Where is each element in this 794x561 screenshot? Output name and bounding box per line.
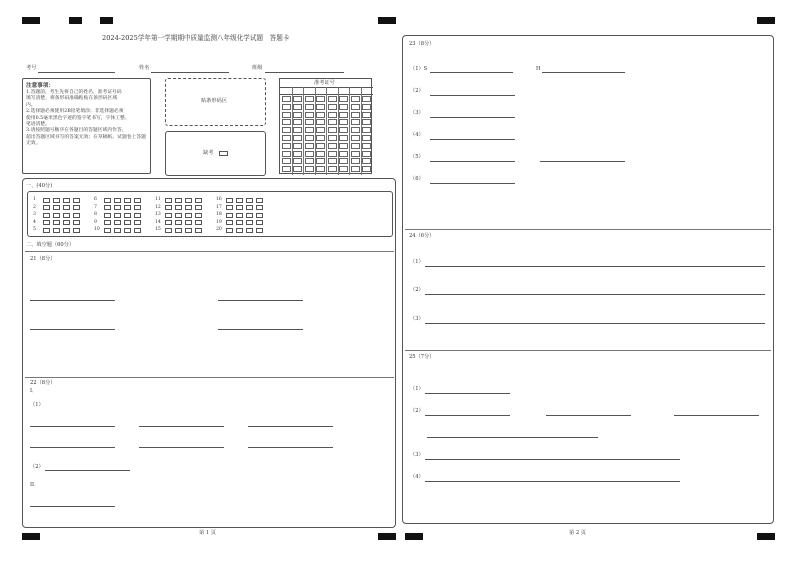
ticket-label: 准考证号 [314, 80, 335, 86]
ticket-digit-cell[interactable] [305, 112, 314, 118]
page-title: 2024-2025学年第一学期期中质量监测八年级化学试题 答题卡 [102, 34, 290, 42]
ticket-digit-cell[interactable] [339, 158, 348, 164]
ticket-digit-cell[interactable] [339, 166, 348, 172]
mc-option-bubble[interactable] [134, 228, 141, 233]
ticket-digit-cell[interactable] [316, 151, 325, 157]
mc-option-bubble[interactable] [73, 213, 80, 218]
registration-mark [100, 17, 113, 24]
mc-option-bubble[interactable] [165, 228, 172, 233]
mc-option-bubble[interactable] [114, 205, 121, 210]
q21-blank[interactable] [218, 329, 303, 330]
ticket-digit-cell[interactable] [362, 135, 371, 141]
notice-line: 超出答题区域书写的答案无效；在草稿纸、试题卷上答题无效。 [26, 134, 146, 147]
mc-question-number: 2 [33, 204, 36, 210]
ticket-digit-cell[interactable] [305, 143, 314, 149]
mc-option-bubble[interactable] [43, 228, 50, 233]
divider [405, 229, 771, 230]
mc-option-bubble[interactable] [114, 220, 121, 225]
mc-option-bubble[interactable] [165, 213, 172, 218]
q23-s1b: H [536, 66, 541, 72]
ticket-digit-cell[interactable] [293, 96, 302, 102]
mc-option-bubble[interactable] [114, 213, 121, 218]
mc-question-number: 16 [216, 197, 222, 202]
ticket-digit-cell[interactable] [305, 151, 314, 157]
ticket-digit-cell[interactable] [305, 96, 314, 102]
ticket-digit-cell[interactable] [305, 166, 314, 172]
ticket-digit-cell[interactable] [339, 119, 348, 125]
mc-option-bubble[interactable] [104, 220, 111, 225]
q25-blank[interactable] [427, 437, 598, 438]
mc-option-bubble[interactable] [256, 220, 263, 225]
mc-option-bubble[interactable] [53, 198, 60, 203]
q24-blank[interactable] [425, 294, 765, 295]
ticket-digit-cell[interactable] [339, 96, 348, 102]
q25-blank[interactable] [546, 415, 631, 416]
mc-option-bubble[interactable] [195, 228, 202, 233]
q22-part-ii: II． [30, 482, 40, 488]
q23-blank[interactable] [430, 117, 515, 118]
ticket-digit-cell[interactable] [305, 104, 314, 110]
ticket-digit-cell[interactable] [328, 112, 337, 118]
ticket-digit-cell[interactable] [316, 119, 325, 125]
q22-sub2: （2） [30, 464, 44, 470]
mc-option-bubble[interactable] [53, 228, 60, 233]
mc-question-number: 17 [216, 204, 222, 210]
mc-option-bubble[interactable] [256, 228, 263, 233]
ticket-digit-cell[interactable] [282, 112, 291, 118]
ticket-digit-cell[interactable] [282, 143, 291, 149]
q23-s6: （6） [410, 176, 424, 182]
ticket-digit-cell[interactable] [282, 158, 291, 164]
divider [25, 377, 394, 378]
mc-question-number: 12 [155, 204, 161, 210]
mc-option-bubble[interactable] [236, 228, 243, 233]
mc-option-bubble[interactable] [53, 205, 60, 210]
q25-blank[interactable] [425, 481, 680, 482]
notice-lines [26, 90, 147, 148]
mc-question-number: 6 [94, 197, 97, 202]
registration-mark [405, 533, 423, 540]
notice-line: 3.请按照题号顺序在各题目的答题区域内作答， [26, 128, 127, 134]
mc-option-bubble[interactable] [226, 205, 233, 210]
ticket-digit-cell[interactable] [328, 127, 337, 133]
ticket-digit-cell[interactable] [328, 119, 337, 125]
mc-option-bubble[interactable] [104, 213, 111, 218]
ticket-digit-cell[interactable] [305, 135, 314, 141]
q22-part-i: I． [30, 388, 38, 394]
mc-option-bubble[interactable] [63, 213, 70, 218]
ticket-digit-cell[interactable] [293, 143, 302, 149]
ticket-digit-cell[interactable] [316, 166, 325, 172]
mc-option-bubble[interactable] [175, 228, 182, 233]
mc-question-number: 8 [94, 212, 97, 217]
mc-option-bubble[interactable] [175, 213, 182, 218]
name-label: 姓名 [139, 65, 150, 71]
mc-option-bubble[interactable] [236, 213, 243, 218]
absent-label: 缺考 [203, 150, 214, 156]
ticket-digit-cell[interactable] [362, 143, 371, 149]
q24-blank[interactable] [425, 323, 765, 324]
mc-option-bubble[interactable] [165, 198, 172, 203]
mc-option-bubble[interactable] [63, 228, 70, 233]
q23-blank[interactable] [542, 72, 625, 73]
q23-blank[interactable] [430, 161, 515, 162]
ticket-digit-cell[interactable] [351, 127, 360, 133]
mc-question-number: 9 [94, 219, 97, 225]
ticket-digit-cell[interactable] [328, 151, 337, 157]
q25-blank[interactable] [425, 393, 510, 394]
ticket-digit-cell[interactable] [293, 158, 302, 164]
mc-question-number: 20 [216, 227, 222, 232]
page-number: 第 2 页 [569, 530, 586, 536]
ticket-digit-cell[interactable] [362, 104, 371, 110]
ticket-digit-cell[interactable] [305, 158, 314, 164]
ticket-digit-cell[interactable] [282, 96, 291, 102]
registration-mark [69, 17, 82, 24]
ticket-digit-cell[interactable] [339, 112, 348, 118]
section1-label: 一、(40分) [26, 183, 53, 189]
mc-option-bubble[interactable] [63, 205, 70, 210]
mc-question-number: 13 [155, 212, 161, 217]
mc-option-bubble[interactable] [246, 213, 253, 218]
ticket-digit-cell[interactable] [282, 151, 291, 157]
mc-option-bubble[interactable] [246, 228, 253, 233]
ticket-digit-cell[interactable] [362, 166, 371, 172]
ticket-digit-cell[interactable] [362, 151, 371, 157]
notice-box [22, 78, 151, 174]
mc-option-bubble[interactable] [165, 220, 172, 225]
q23-blank[interactable] [430, 139, 515, 140]
notice-line: 笔迹清楚。 [26, 122, 50, 128]
registration-mark [22, 17, 40, 24]
ticket-digit-cell[interactable] [293, 166, 302, 172]
ticket-digit-cell[interactable] [351, 119, 360, 125]
absent-area [165, 131, 266, 176]
q24-s2: （2） [410, 287, 424, 293]
mc-option-bubble[interactable] [43, 213, 50, 218]
q24-s1: （1） [410, 259, 424, 265]
mc-option-bubble[interactable] [73, 228, 80, 233]
mc-option-bubble[interactable] [256, 205, 263, 210]
ticket-digit-cell[interactable] [305, 119, 314, 125]
q24-label: 24（6分） [409, 233, 435, 239]
mc-option-bubble[interactable] [43, 220, 50, 225]
q23-s3: （3） [410, 110, 424, 116]
mc-option-bubble[interactable] [246, 220, 253, 225]
mc-question-number: 5 [33, 227, 36, 232]
mc-option-bubble[interactable] [185, 213, 192, 218]
mc-option-bubble[interactable] [195, 205, 202, 210]
mc-option-bubble[interactable] [43, 198, 50, 203]
ticket-digit-cell[interactable] [339, 135, 348, 141]
ticket-digit-cell[interactable] [305, 127, 314, 133]
barcode-label: 贴条形码区 [201, 98, 227, 104]
ticket-digit-cell[interactable] [293, 151, 302, 157]
q25-s2: （2） [410, 408, 424, 414]
divider [25, 251, 394, 252]
ticket-digit-cell[interactable] [339, 151, 348, 157]
ticket-digit-cell[interactable] [282, 119, 291, 125]
mc-option-bubble[interactable] [185, 220, 192, 225]
q23-blank[interactable] [430, 72, 513, 73]
ticket-digit-cell[interactable] [351, 166, 360, 172]
mc-option-bubble[interactable] [185, 198, 192, 203]
ticket-digit-cell[interactable] [339, 127, 348, 133]
q22-blank[interactable] [139, 426, 224, 427]
mc-question-number: 14 [155, 219, 161, 225]
mc-option-bubble[interactable] [226, 213, 233, 218]
mc-option-bubble[interactable] [195, 213, 202, 218]
q25-blank[interactable] [425, 415, 510, 416]
notice-line: 使用0.5毫米黑色字迹的签字笔书写，字体工整、 [26, 115, 130, 121]
mc-question-number: 19 [216, 219, 222, 225]
ticket-digit-cell[interactable] [328, 166, 337, 172]
q23-s4: （4） [410, 132, 424, 138]
ticket-digit-cell[interactable] [316, 127, 325, 133]
section2-label: 二、填空题（60分） [26, 242, 75, 248]
q23-blank[interactable] [430, 95, 515, 96]
ticket-digit-cell[interactable] [282, 127, 291, 133]
q25-label: 25（7分） [409, 354, 435, 360]
ticket-digit-cell[interactable] [328, 96, 337, 102]
q25-s4: （4） [410, 474, 424, 480]
q22-blank[interactable] [248, 426, 333, 427]
q22-blank[interactable] [248, 447, 333, 448]
ticket-digit-cell[interactable] [351, 104, 360, 110]
ticket-digit-cell[interactable] [339, 104, 348, 110]
mc-question-number: 11 [155, 197, 161, 202]
mc-question-number: 18 [216, 212, 222, 217]
registration-mark [22, 533, 40, 540]
mc-option-bubble[interactable] [226, 220, 233, 225]
mc-option-bubble[interactable] [185, 205, 192, 210]
mc-question-number: 15 [155, 227, 161, 232]
mc-option-bubble[interactable] [134, 205, 141, 210]
page-number: 第 1 页 [199, 530, 216, 536]
mc-option-bubble[interactable] [195, 198, 202, 203]
ticket-digit-cell[interactable] [282, 166, 291, 172]
q22-blank[interactable] [45, 470, 130, 471]
ticket-digit-cell[interactable] [293, 112, 302, 118]
ticket-digit-cell[interactable] [328, 104, 337, 110]
q22-blank[interactable] [139, 447, 224, 448]
registration-mark [757, 17, 775, 24]
ticket-digit-cell[interactable] [351, 135, 360, 141]
ticket-digit-cell[interactable] [328, 143, 337, 149]
ticket-digit-cell[interactable] [316, 158, 325, 164]
mc-option-bubble[interactable] [195, 220, 202, 225]
mc-option-bubble[interactable] [175, 198, 182, 203]
mc-option-bubble[interactable] [246, 205, 253, 210]
q24-blank[interactable] [425, 266, 765, 267]
mc-option-bubble[interactable] [185, 228, 192, 233]
mc-option-bubble[interactable] [236, 205, 243, 210]
q22-label: 22（8分） [30, 380, 56, 386]
mc-option-bubble[interactable] [175, 205, 182, 210]
mc-option-bubble[interactable] [63, 220, 70, 225]
divider [405, 350, 771, 351]
q23-blank[interactable] [540, 161, 625, 162]
q23-s5: （5） [410, 154, 424, 160]
ticket-digit-cell[interactable] [362, 127, 371, 133]
ticket-digit-cell[interactable] [362, 96, 371, 102]
q21-blank[interactable] [30, 329, 115, 330]
q22-blank[interactable] [30, 506, 115, 507]
q23-s1: （1）S [410, 66, 428, 72]
mc-option-bubble[interactable] [124, 205, 131, 210]
mc-option-bubble[interactable] [114, 228, 121, 233]
q23-label: 23（8分） [409, 41, 435, 47]
notice-line: 内。 [26, 102, 36, 108]
mc-option-bubble[interactable] [124, 213, 131, 218]
class-label: 班级 [252, 65, 263, 71]
mc-option-bubble[interactable] [104, 228, 111, 233]
mc-option-bubble[interactable] [124, 198, 131, 203]
exam-no-label: 考号 [26, 65, 37, 71]
mc-option-bubble[interactable] [165, 205, 172, 210]
q25-s3: （3） [410, 452, 424, 458]
mc-area [27, 191, 393, 237]
mc-option-bubble[interactable] [124, 228, 131, 233]
mc-option-bubble[interactable] [256, 213, 263, 218]
notice-line: 1.答题前，考生先将自己的姓名、准考证号码 [26, 90, 122, 95]
mc-option-bubble[interactable] [73, 205, 80, 210]
ticket-digit-cell[interactable] [351, 158, 360, 164]
registration-mark [757, 533, 775, 540]
mc-option-bubble[interactable] [73, 198, 80, 203]
mc-option-bubble[interactable] [226, 198, 233, 203]
notice-line: 2.选择题必须使用2B铅笔填涂；非选择题必须 [26, 109, 124, 115]
ticket-digit-cell[interactable] [316, 96, 325, 102]
mc-question-number: 3 [33, 212, 36, 217]
mc-option-bubble[interactable] [43, 205, 50, 210]
ticket-digit-cell[interactable] [362, 158, 371, 164]
ticket-digit-cell[interactable] [328, 135, 337, 141]
mc-option-bubble[interactable] [175, 220, 182, 225]
mc-option-bubble[interactable] [53, 220, 60, 225]
mc-option-bubble[interactable] [53, 213, 60, 218]
q25-blank[interactable] [425, 459, 680, 460]
ticket-digit-cell[interactable] [293, 127, 302, 133]
ticket-digit-cell[interactable] [293, 119, 302, 125]
right-page-box [402, 35, 774, 524]
mc-option-bubble[interactable] [236, 198, 243, 203]
ticket-digit-cell[interactable] [293, 135, 302, 141]
mc-option-bubble[interactable] [246, 198, 253, 203]
mc-option-bubble[interactable] [134, 198, 141, 203]
ticket-grid [279, 78, 372, 174]
q25-blank[interactable] [674, 415, 759, 416]
mc-option-bubble[interactable] [134, 220, 141, 225]
ticket-digit-cell[interactable] [316, 143, 325, 149]
absent-checkbox[interactable] [219, 151, 228, 156]
ticket-digit-cell[interactable] [316, 104, 325, 110]
notice-title: 注意事项： [26, 83, 54, 89]
ticket-digit-cell[interactable] [362, 112, 371, 118]
mc-question-number: 4 [33, 219, 36, 225]
mc-option-bubble[interactable] [104, 205, 111, 210]
mc-option-bubble[interactable] [73, 220, 80, 225]
name-field[interactable] [151, 72, 229, 73]
q21-label: 21（8分） [30, 256, 56, 262]
mc-option-bubble[interactable] [114, 198, 121, 203]
ticket-digit-cell[interactable] [328, 158, 337, 164]
registration-mark [378, 533, 396, 540]
ticket-digit-cell[interactable] [351, 151, 360, 157]
ticket-digit-cell[interactable] [282, 135, 291, 141]
registration-mark [378, 17, 396, 24]
mc-question-number: 1 [33, 197, 36, 202]
ticket-digit-cell[interactable] [316, 112, 325, 118]
q22-sub1: （1） [30, 402, 44, 408]
class-field[interactable] [265, 72, 344, 73]
mc-option-bubble[interactable] [124, 220, 131, 225]
q21-blank[interactable] [218, 300, 303, 301]
q23-blank[interactable] [430, 183, 515, 184]
notice-line: 填写清楚，将条形码准确粘贴在条形码区域 [26, 96, 118, 102]
mc-question-number: 10 [94, 227, 100, 232]
ticket-digit-cell[interactable] [351, 143, 360, 149]
ticket-digit-cell[interactable] [293, 104, 302, 110]
q25-s1: （1） [410, 386, 424, 392]
mc-option-bubble[interactable] [104, 198, 111, 203]
q24-s3: （3） [410, 316, 424, 322]
q23-s2: （2） [410, 88, 424, 94]
ticket-digit-cell[interactable] [339, 143, 348, 149]
mc-option-bubble[interactable] [236, 220, 243, 225]
ticket-digit-cell[interactable] [282, 104, 291, 110]
ticket-digit-cell[interactable] [316, 135, 325, 141]
mc-option-bubble[interactable] [226, 228, 233, 233]
ticket-digit-cell[interactable] [351, 96, 360, 102]
ticket-digit-cell[interactable] [362, 119, 371, 125]
mc-option-bubble[interactable] [63, 198, 70, 203]
q21-blank[interactable] [30, 300, 115, 301]
mc-option-bubble[interactable] [256, 198, 263, 203]
ticket-digit-cell[interactable] [351, 112, 360, 118]
q22-blank[interactable] [30, 426, 115, 427]
mc-question-number: 7 [94, 204, 97, 210]
exam-no-field[interactable] [38, 72, 115, 73]
q22-blank[interactable] [30, 447, 115, 448]
mc-option-bubble[interactable] [134, 213, 141, 218]
